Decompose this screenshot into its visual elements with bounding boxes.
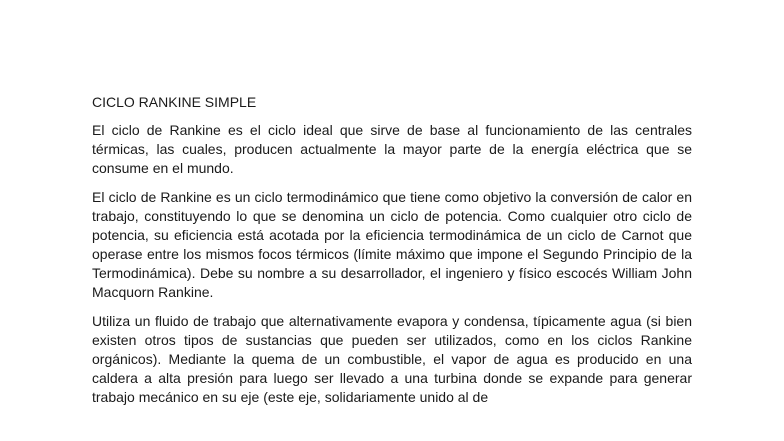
document-heading: CICLO RANKINE SIMPLE	[92, 94, 257, 110]
paragraph-1: El ciclo de Rankine es el ciclo ideal que sirve de base al funcionamiento de las centrales térmicas, las cuales, producen actualmente la mayor parte de la energía eléctrica que se consume en el mundo.	[92, 122, 692, 176]
document-body	[92, 93, 692, 417]
paragraph-2: El ciclo de Rankine es un ciclo termodinámico que tiene como objetivo la conversión de calor en trabajo, constituyendo lo que se denomina un ciclo de potencia. Como cualquier otro ciclo de potencia, su eficiencia está acotada por la eficiencia termodinámica de un ciclo de Carnot que operase entre los mismos focos térmicos (límite máximo que impone el Segundo Principio de la Termodinámica). Debe su nombre a su desarrollador, el ingeniero y físico escocés William John Macquorn Rankine.	[92, 189, 692, 300]
paragraph-3: Utiliza un fluido de trabajo que alternativamente evapora y condensa, típicamente agua (si bien existen otros tipos de sustancias que pueden ser utilizados, como en los ciclos Rankine orgánicos). Mediante la quema de un combustible, el vapor de agua es producido en una caldera a alta presión para luego ser llevado a una turbina donde se expande para generar trabajo mecánico en su eje (este eje, solidariamente unido al de	[92, 313, 692, 405]
